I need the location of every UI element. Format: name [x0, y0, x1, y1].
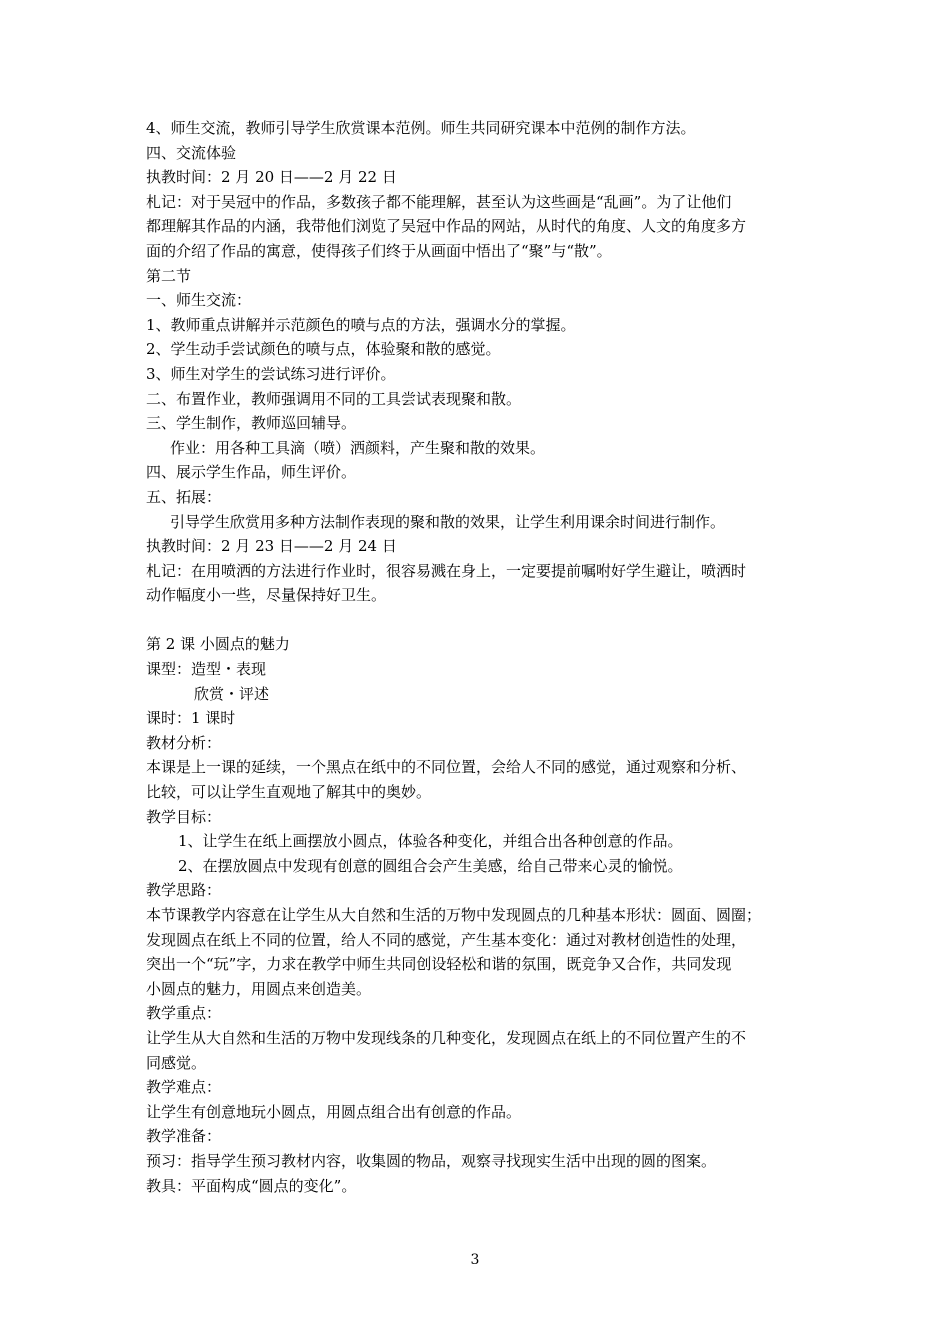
text-line: 比较，可以让学生直观地了解其中的奥妙。	[146, 783, 432, 802]
blank-line	[146, 608, 810, 633]
text-line: 预习：指导学生预习教材内容，收集圆的物品，观察寻找现实生活中出现的圆的图案。	[146, 1151, 717, 1170]
text-line: 同感觉。	[146, 1053, 207, 1072]
text-line: 课时：1 课时	[146, 709, 236, 728]
section-heading: 一、师生交流：	[146, 291, 252, 310]
text-line: 札记：对于吴冠中的作品，多数孩子都不能理解，甚至认为这些画是“乱画”。为了让他们	[146, 192, 732, 211]
section-heading: 教学目标：	[146, 807, 222, 826]
section-heading: 教学难点：	[146, 1078, 222, 1097]
section-heading: 教材分析：	[146, 733, 222, 752]
text-line: 2、在摆放圆点中发现有创意的圆组合会产生美感，给自己带来心灵的愉悦。	[178, 856, 683, 875]
section-heading: 第二节	[146, 266, 192, 285]
section-heading: 教学重点：	[146, 1004, 222, 1023]
text-line: 三、学生制作，教师巡回辅导。	[146, 414, 357, 433]
text-line: 发现圆点在纸上不同的位置，给人不同的感觉，产生基本变化：通过对教材创造性的处理，	[146, 930, 747, 949]
text-line: 面的介绍了作品的寓意，使得孩子们终于从画面中悟出了“聚”与“散”。	[146, 241, 612, 260]
text-line: 1、让学生在纸上画摆放小圆点，体验各种变化，并组合出各种创意的作品。	[178, 832, 683, 851]
text-line: 3、师生对学生的尝试练习进行评价。	[146, 364, 396, 383]
text-line: 让学生有创意地玩小圆点，用圆点组合出有创意的作品。	[146, 1102, 522, 1121]
document-body	[146, 116, 810, 1198]
text-line: 本节课教学内容意在让学生从大自然和生活的万物中发现圆点的几种基本形状：圆面、圆圈；	[146, 906, 762, 924]
text-line: 1、教师重点讲解并示范颜色的喷与点的方法，强调水分的掌握。	[146, 315, 576, 334]
text-line: 课型：造型・表现	[146, 660, 267, 679]
text-line: 欣赏・评述	[194, 684, 270, 703]
section-heading: 五、拓展：	[146, 487, 222, 506]
text-line: 引导学生欣赏用多种方法制作表现的聚和散的效果，让学生利用课余时间进行制作。	[170, 512, 726, 531]
section-heading: 四、交流体验	[146, 143, 237, 162]
text-line: 都理解其作品的内涵，我带他们浏览了吴冠中作品的网站，从时代的角度、人文的角度多方	[146, 217, 747, 236]
text-line: 二、布置作业，教师强调用不同的工具尝试表现聚和散。	[146, 389, 522, 408]
text-line: 札记：在用喷洒的方法进行作业时，很容易溅在身上，一定要提前嘱咐好学生避让，喷洒时	[146, 561, 747, 580]
text-line: 本课是上一课的延续，一个黑点在纸中的不同位置，会给人不同的感觉，通过观察和分析、	[146, 758, 747, 777]
text-line: 突出一个“玩”字，力求在教学中师生共同创设轻松和谐的氛围，既竞争又合作，共同发现	[146, 955, 732, 974]
teaching-time: 执教时间：2 月 23 日——2 月 24 日	[146, 537, 397, 556]
text-line: 2、学生动手尝试颜色的喷与点，体验聚和散的感觉。	[146, 340, 501, 359]
lesson-title: 第 2 课 小圆点的魅力	[146, 635, 290, 654]
text-line: 四、展示学生作品，师生评价。	[146, 463, 357, 482]
text-line: 动作幅度小一些，尽量保持好卫生。	[146, 586, 387, 605]
text-line: 让学生从大自然和生活的万物中发现线条的几种变化，发现圆点在纸上的不同位置产生的不	[146, 1028, 747, 1047]
section-heading: 教学准备：	[146, 1127, 222, 1146]
section-heading: 教学思路：	[146, 881, 222, 900]
text-line: 作业：用各种工具滴（喷）洒颜料，产生聚和散的效果。	[170, 438, 546, 457]
text-line: 教具：平面构成“圆点的变化”。	[146, 1176, 357, 1195]
text-line: 小圆点的魅力，用圆点来创造美。	[146, 979, 372, 998]
teaching-time: 执教时间：2 月 20 日——2 月 22 日	[146, 168, 397, 187]
text-line: 4、师生交流，教师引导学生欣赏课本范例。师生共同研究课本中范例的制作方法。	[146, 119, 696, 137]
page-number: 3	[470, 1252, 480, 1268]
